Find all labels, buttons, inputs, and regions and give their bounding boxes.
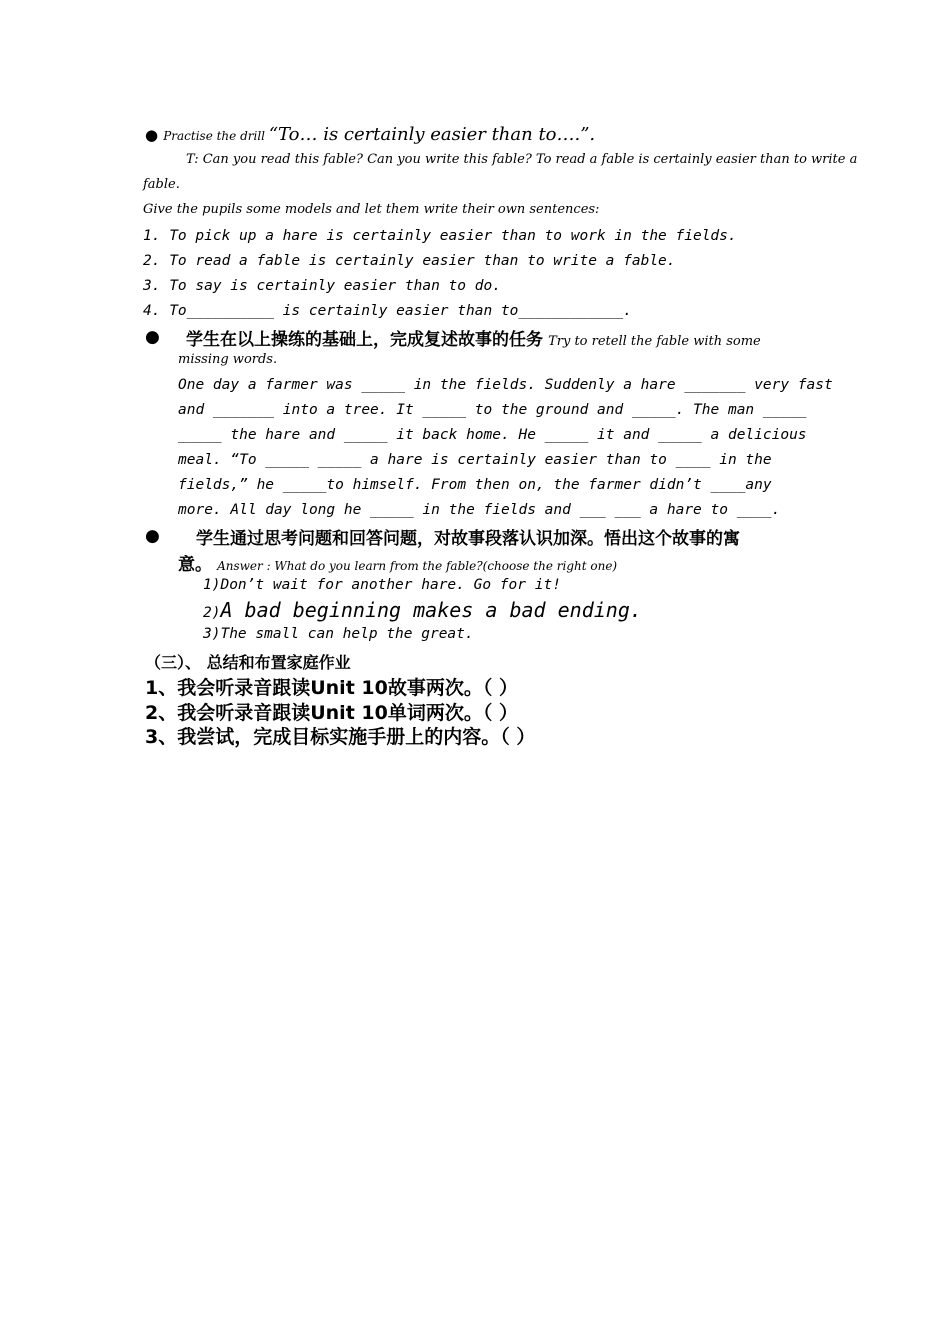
retell-line-1: One day a farmer was _____ in the fields. Suddenly a hare _______ very fast xyxy=(178,377,833,393)
retell-line-5: fields,” he _____to himself. From then on, the farmer didn’t ____any xyxy=(178,477,772,493)
example-3: 3. To say is certainly easier than to do. xyxy=(143,278,501,294)
moral-heading-cn-2: 意。 xyxy=(178,555,212,575)
retell-heading-en: Try to retell the fable with some xyxy=(548,334,761,349)
example-2: 2. To read a fable is certainly easier than to write a fable. xyxy=(143,253,676,269)
retell-heading xyxy=(186,325,761,350)
drill-pattern: “To… is certainly easier than to….”. xyxy=(268,124,596,145)
option-2-text: A bad beginning makes a bad ending. xyxy=(220,598,642,622)
retell-line-2: and _______ into a tree. It _____ to the ground and _____. The man _____ xyxy=(178,402,807,418)
drill-prefix: Practise the drill xyxy=(163,129,269,143)
retell-line-6: more. All day long he _____ in the fields and ___ ___ a hare to ____. xyxy=(178,502,781,518)
option-3: 3)The small can help the great. xyxy=(203,626,474,642)
bullet-icon: ● xyxy=(145,327,160,347)
example-1: 1. To pick up a hare is certainly easier than to work in the fields. xyxy=(143,228,737,244)
moral-heading-1: 学生通过思考问题和回答问题，对故事段落认识加深。悟出这个故事的寓 xyxy=(196,529,740,549)
retell-heading-cn: 学生在以上操练的基础上，完成复述故事的任务 xyxy=(186,330,543,350)
teacher-line-2: fable. xyxy=(143,177,180,192)
bullet-icon: ● xyxy=(145,126,159,144)
retell-line-4: meal. “To _____ _____ a hare is certainly easier than to ____ in the xyxy=(178,452,772,468)
drill-heading xyxy=(145,124,595,145)
homework-item-1: 1、我会听录音跟读Unit 10故事两次。（ ） xyxy=(145,677,518,699)
homework-item-2: 2、我会听录音跟读Unit 10单词两次。（ ） xyxy=(145,702,518,724)
moral-question: Answer : What do you learn from the fable?(choose the right one) xyxy=(217,559,618,573)
retell-heading-en-2: missing words. xyxy=(178,352,278,367)
retell-line-3: _____ the hare and _____ it back home. He _____ it and _____ a delicious xyxy=(178,427,807,443)
example-4: 4. To__________ is certainly easier than to____________. xyxy=(143,303,632,319)
option-2-number: 2) xyxy=(203,605,221,621)
teacher-line-1: T: Can you read this fable? Can you write this fable? To read a fable is certainly easier than to write a xyxy=(186,152,858,167)
drill-instruction: Give the pupils some models and let them write their own sentences: xyxy=(143,202,600,217)
homework-item-3: 3、我尝试，完成目标实施手册上的内容。（ ） xyxy=(145,726,536,748)
bullet-icon: ● xyxy=(145,526,160,546)
homework-title: （三）、 总结和布置家庭作业 xyxy=(145,653,351,672)
moral-heading-2 xyxy=(178,550,617,575)
option-2 xyxy=(203,598,642,622)
option-1: 1)Don’t wait for another hare. Go for it! xyxy=(203,577,561,593)
